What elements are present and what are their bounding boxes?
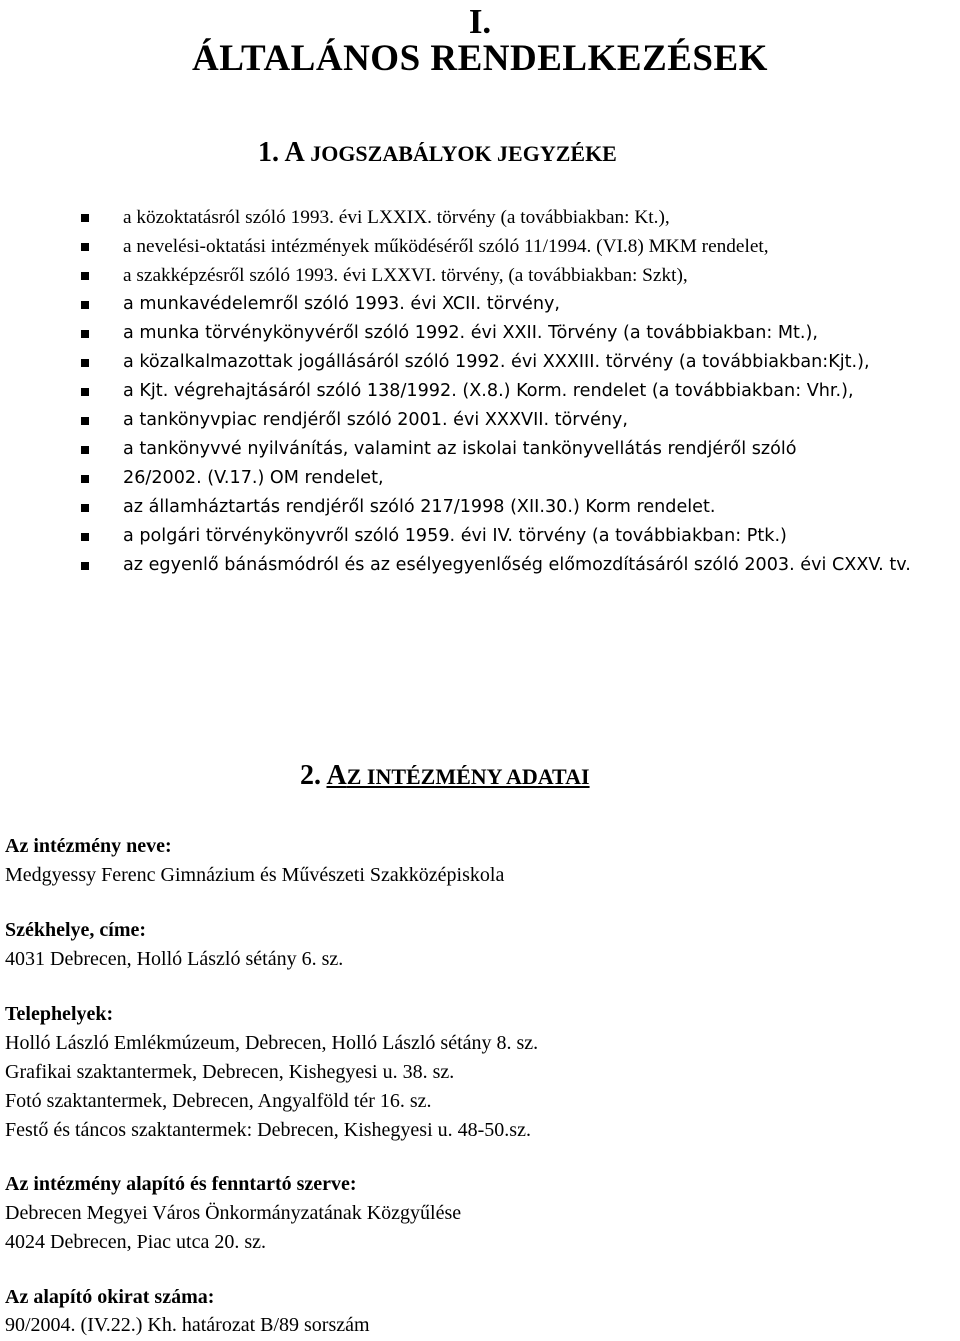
list-item: a polgári törvénykönyvről szóló 1959. évi IV. törvény (a továbbiakban: Ptk.): [78, 522, 960, 551]
list-item: a közoktatásról szóló 1993. évi LXXIX. törvény (a továbbiakban: Kt.),: [78, 203, 960, 232]
chapter-number: I.: [468, 2, 492, 41]
list-item: az egyenlő bánásmódról és az esélyegyenlőség előmozdításáról szóló 2003. évi CXXV. tv.: [78, 551, 960, 580]
list-item: a munkavédelemről szóló 1993. évi XCII. törvény,: [78, 290, 960, 319]
list-item: az államháztartás rendjéről szóló 217/1998 (XII.30.) Korm rendelet.: [78, 493, 960, 522]
seat-value: 4031 Debrecen, Holló László sétány 6. sz.: [5, 948, 344, 970]
square-bullet-icon: [81, 243, 89, 251]
list-item: a tankönyvvé nyilvánítás, valamint az iskolai tankönyvellátás rendjéről szóló: [78, 435, 960, 464]
section-number: 1.: [258, 137, 285, 168]
institution-name-value: Medgyessy Ferenc Gimnázium és Művészeti Szakközépiskola: [5, 864, 505, 886]
list-item: a tankönyvpiac rendjéről szóló 2001. évi XXXVII. törvény,: [78, 406, 960, 435]
legislation-list: [78, 203, 960, 580]
section-number: 2.: [300, 760, 327, 791]
sites-label: Telephelyek:: [5, 1003, 114, 1025]
site-line: Holló László Emlékmúzeum, Debrecen, Holló László sétány 8. sz.: [5, 1032, 539, 1054]
charter-label: Az alapító okirat száma:: [5, 1286, 215, 1308]
charter-value: 90/2004. (IV.22.) Kh. határozat B/89 sorszám: [5, 1314, 370, 1336]
list-item: a Kjt. végrehajtásáról szóló 138/1992. (X.8.) Korm. rendelet (a továbbiakban: Vhr.),: [78, 377, 960, 406]
founder-label: Az intézmény alapító és fenntartó szerve:: [5, 1173, 357, 1195]
institution-name-label: Az intézmény neve:: [5, 835, 172, 857]
square-bullet-icon: [81, 533, 89, 541]
founder-line: 4024 Debrecen, Piac utca 20. sz.: [5, 1231, 267, 1253]
square-bullet-icon: [81, 504, 89, 512]
square-bullet-icon: [81, 301, 89, 309]
square-bullet-icon: [81, 475, 89, 483]
square-bullet-icon: [81, 272, 89, 280]
section-initial: A: [326, 760, 347, 791]
chapter-title: ÁLTALÁNOS RENDELKEZÉSEK: [192, 38, 768, 79]
section-initial: A: [284, 137, 305, 168]
square-bullet-icon: [81, 388, 89, 396]
list-item: 26/2002. (V.17.) OM rendelet,: [78, 464, 960, 493]
section-title-underlined: [326, 760, 589, 791]
square-bullet-icon: [81, 359, 89, 367]
site-line: Grafikai szaktantermek, Debrecen, Kishegyesi u. 38. sz.: [5, 1061, 455, 1083]
site-line: Fotó szaktantermek, Debrecen, Angyalföld tér 16. sz.: [5, 1090, 432, 1112]
seat-label: Székhelye, címe:: [5, 919, 147, 941]
square-bullet-icon: [81, 417, 89, 425]
square-bullet-icon: [81, 446, 89, 454]
list-item: a nevelési-oktatási intézmények működéséről szóló 11/1994. (VI.8) MKM rendelet,: [78, 232, 960, 261]
list-item: a közalkalmazottak jogállásáról szóló 1992. évi XXXIII. törvény (a továbbiakban:Kjt.),: [78, 348, 960, 377]
square-bullet-icon: [81, 562, 89, 570]
square-bullet-icon: [81, 330, 89, 338]
list-item: a munka törvénykönyvéről szóló 1992. évi XXII. Törvény (a továbbiakban: Mt.),: [78, 319, 960, 348]
list-item: a szakképzésről szóló 1993. évi LXXVI. törvény, (a továbbiakban: Szkt),: [78, 261, 960, 290]
section-title: Z INTÉZMÉNY ADATAI: [346, 764, 590, 789]
section-heading-institution: [300, 760, 590, 793]
square-bullet-icon: [81, 214, 89, 222]
founder-line: Debrecen Megyei Város Önkormányzatának Közgyűlése: [5, 1202, 462, 1224]
site-line: Festő és táncos szaktantermek: Debrecen, Kishegyesi u. 48-50.sz.: [5, 1119, 531, 1141]
section-title: JOGSZABÁLYOK JEGYZÉKE: [304, 141, 617, 166]
section-heading-legislation: [258, 137, 617, 170]
